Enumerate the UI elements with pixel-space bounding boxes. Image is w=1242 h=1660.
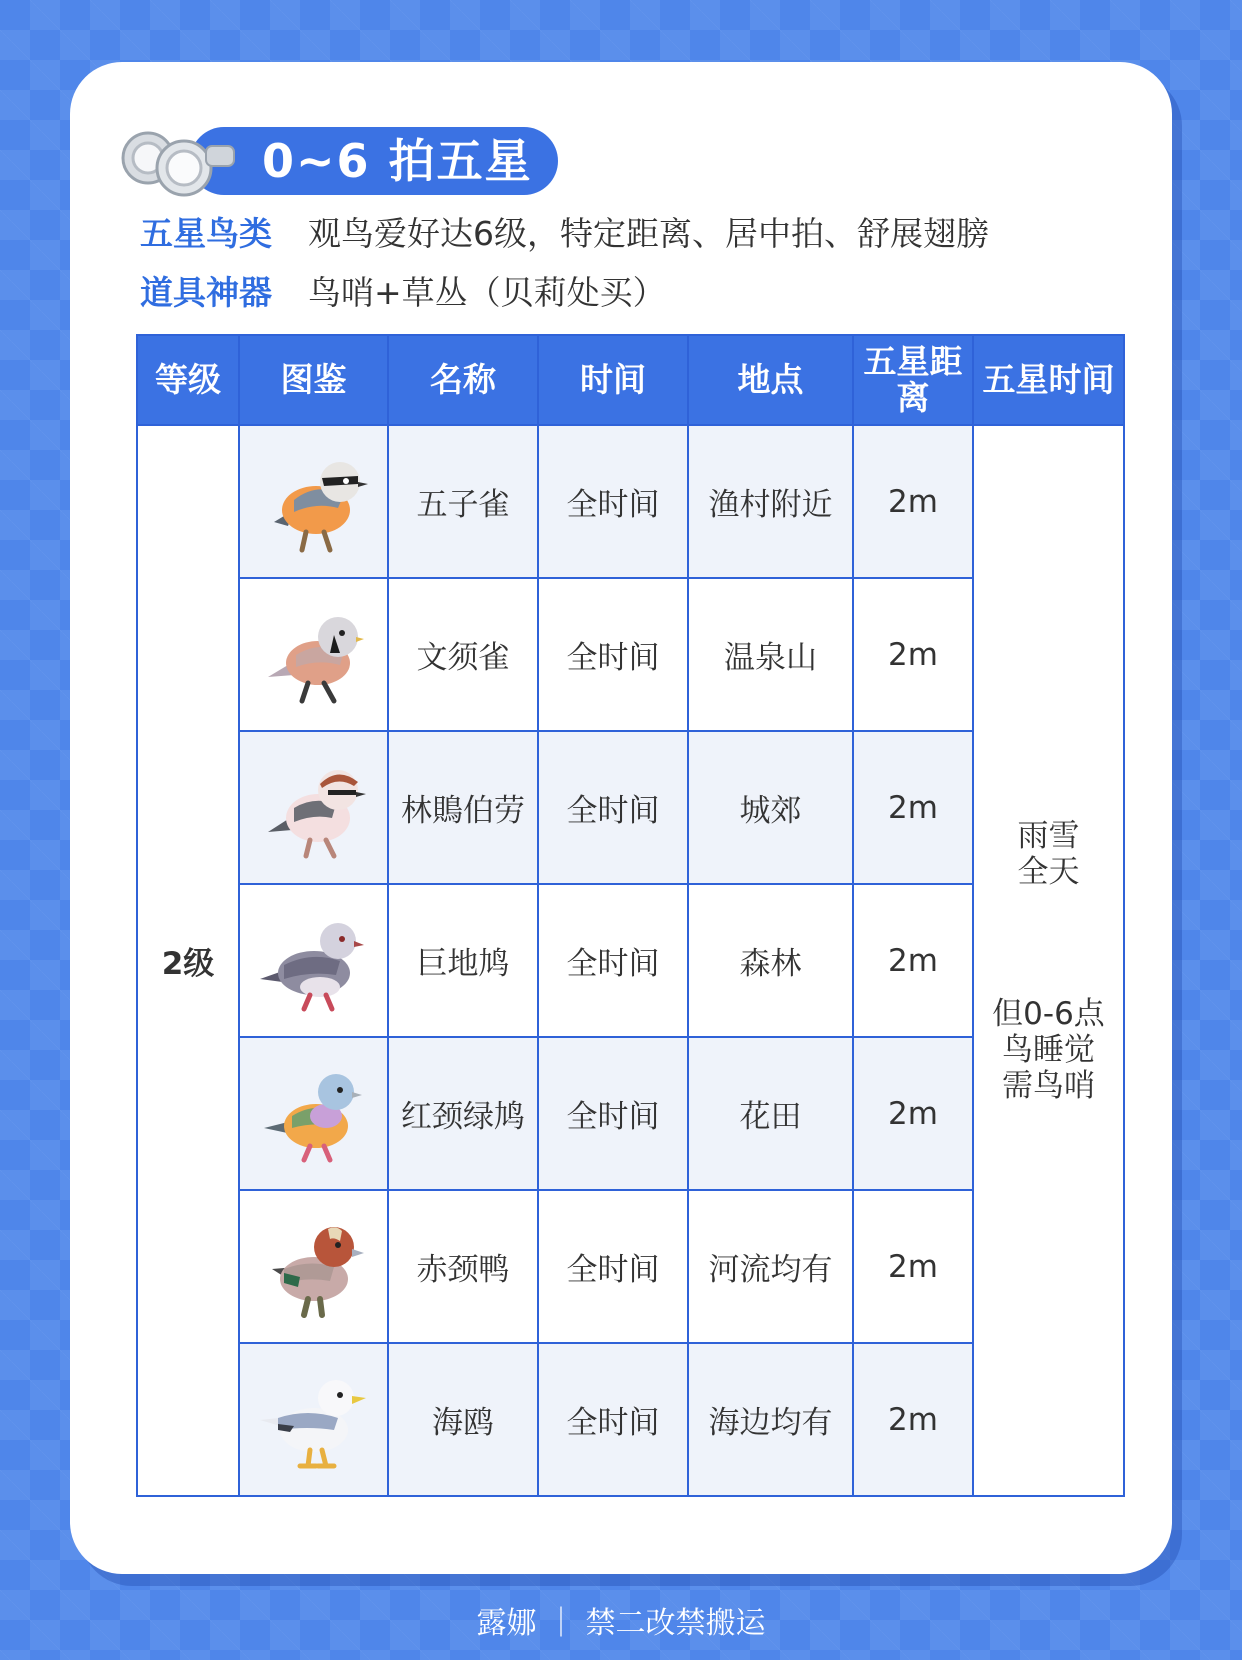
bird-time: 全时间 — [538, 1037, 688, 1190]
bird-distance: 2m — [853, 884, 973, 1037]
bird-image-cell — [239, 578, 388, 731]
bird-image-cell — [239, 425, 388, 578]
bird-name: 林鵙伯劳 — [388, 731, 538, 884]
bird-place: 森林 — [688, 884, 853, 1037]
bird-time: 全时间 — [538, 578, 688, 731]
pigeon-icon — [254, 901, 374, 1021]
bird-place: 花田 — [688, 1037, 853, 1190]
binoculars-icon — [112, 128, 240, 200]
bird-name: 海鸥 — [388, 1343, 538, 1496]
info-key: 道具神器 — [140, 273, 272, 312]
bird-time: 全时间 — [538, 884, 688, 1037]
seagull-icon — [254, 1360, 374, 1480]
star-time-line: 雨雪 — [1017, 817, 1080, 854]
bird-name: 五子雀 — [388, 425, 538, 578]
bird-place: 城郊 — [688, 731, 853, 884]
page-title: 0~6 拍五星 — [262, 134, 533, 188]
bird-place: 温泉山 — [688, 578, 853, 731]
info-row-birds — [140, 209, 989, 259]
bird-time: 全时间 — [538, 425, 688, 578]
bird-time: 全时间 — [538, 1343, 688, 1496]
green-pigeon-icon — [254, 1054, 374, 1174]
bird-time: 全时间 — [538, 1190, 688, 1343]
bird-distance: 2m — [853, 731, 973, 884]
bird-name: 巨地鸠 — [388, 884, 538, 1037]
col-header-place: 地点 — [688, 335, 853, 425]
bird-name: 文须雀 — [388, 578, 538, 731]
bird-image-cell — [239, 1190, 388, 1343]
star-time-cell — [973, 425, 1124, 1496]
bird-image-cell — [239, 731, 388, 884]
col-header-level: 等级 — [137, 335, 239, 425]
bird-distance: 2m — [853, 578, 973, 731]
level-cell: 2级 — [137, 425, 239, 1496]
bird-image-cell — [239, 1343, 388, 1496]
bird-place: 渔村附近 — [688, 425, 853, 578]
bird-table — [136, 334, 1125, 1497]
bird-distance: 2m — [853, 1037, 973, 1190]
col-header-name: 名称 — [388, 335, 538, 425]
info-row-tools — [140, 268, 666, 318]
shrike-icon — [254, 748, 374, 868]
bird-distance: 2m — [853, 1343, 973, 1496]
bird-distance: 2m — [853, 1190, 973, 1343]
col-header-image: 图鉴 — [239, 335, 388, 425]
footer-credit: 露娜 ｜ 禁二改禁搬运 — [476, 1606, 766, 1641]
info-value: 鸟哨+草丛（贝莉处买） — [308, 273, 666, 312]
bird-place: 海边均有 — [688, 1343, 853, 1496]
col-header-distance: 五星距离 — [853, 335, 973, 425]
bird-image-cell — [239, 884, 388, 1037]
star-time-line: 全天 — [1017, 853, 1080, 890]
col-header-star-time: 五星时间 — [973, 335, 1124, 425]
nuthatch-icon — [254, 442, 374, 562]
bird-place: 河流均有 — [688, 1190, 853, 1343]
star-time-line: 但0-6点 — [992, 995, 1105, 1032]
table-header-row — [137, 335, 1124, 425]
col-header-time: 时间 — [538, 335, 688, 425]
table-row — [137, 425, 1124, 578]
bird-name: 赤颈鸭 — [388, 1190, 538, 1343]
bird-distance: 2m — [853, 425, 973, 578]
info-value: 观鸟爱好达6级，特定距离、居中拍、舒展翅膀 — [308, 214, 989, 253]
bird-name: 红颈绿鸠 — [388, 1037, 538, 1190]
wigeon-icon — [254, 1207, 374, 1327]
bearded-reedling-icon — [254, 595, 374, 715]
bird-image-cell — [239, 1037, 388, 1190]
bird-time: 全时间 — [538, 731, 688, 884]
star-time-line: 需鸟哨 — [1002, 1067, 1095, 1104]
info-key: 五星鸟类 — [140, 214, 272, 253]
star-time-line: 鸟睡觉 — [1002, 1031, 1095, 1068]
